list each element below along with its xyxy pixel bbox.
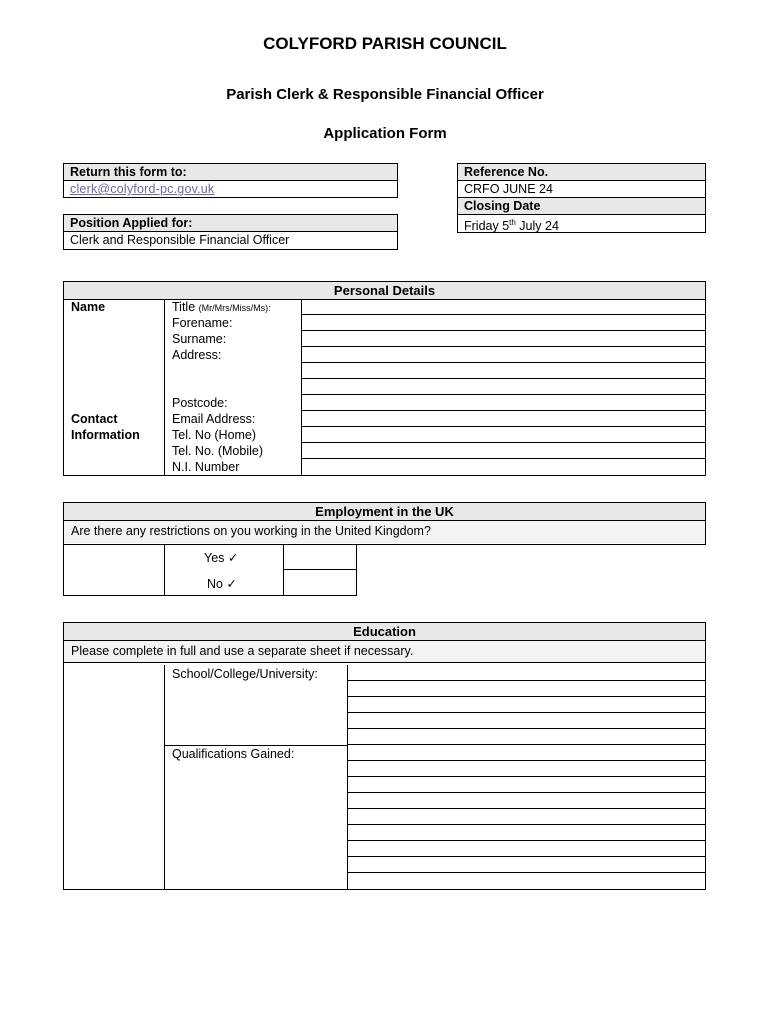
- tel-home-label: Tel. No (Home): [172, 428, 257, 442]
- return-email-link[interactable]: clerk@colyford-pc.gov.uk: [70, 182, 215, 196]
- employment-heading: Employment in the UK: [64, 503, 705, 521]
- school-field-3[interactable]: [348, 698, 705, 713]
- reference-value: CRFO JUNE 24: [458, 181, 705, 198]
- ni-label: N.I. Number: [172, 460, 240, 474]
- forename-field[interactable]: [302, 316, 705, 331]
- position-label: Position Applied for:: [64, 215, 397, 232]
- school-field-5[interactable]: [348, 730, 705, 745]
- no-label: No ✓: [207, 577, 237, 591]
- qualification-field-1[interactable]: [348, 746, 705, 761]
- school-field-2[interactable]: [348, 682, 705, 697]
- yes-label: Yes ✓: [204, 551, 239, 565]
- email-field[interactable]: [302, 412, 705, 427]
- form-title: Application Form: [323, 125, 447, 142]
- school-field-4[interactable]: [348, 714, 705, 729]
- position-value: Clerk and Responsible Financial Officer: [70, 233, 290, 247]
- address-field-2[interactable]: [302, 364, 705, 379]
- surname-label: Surname:: [172, 332, 227, 346]
- qualification-field-7[interactable]: [348, 842, 705, 857]
- surname-field[interactable]: [302, 332, 705, 347]
- closing-date-value: Friday 5th July 24: [464, 218, 559, 234]
- employment-section: [63, 502, 706, 545]
- page-title: COLYFORD PARISH COUNCIL: [263, 34, 507, 53]
- forename-label: Forename:: [172, 316, 233, 330]
- qualifications-label: Qualifications Gained:: [172, 747, 295, 761]
- ni-field[interactable]: [302, 460, 705, 475]
- tel-mobile-label: Tel. No. (Mobile): [172, 444, 263, 458]
- address-field-3[interactable]: [302, 380, 705, 395]
- qualification-field-3[interactable]: [348, 778, 705, 793]
- return-label: Return this form to:: [64, 164, 397, 181]
- employment-question: Are there any restrictions on you working in the United Kingdom?: [64, 521, 705, 543]
- page-subtitle: Parish Clerk & Responsible Financial Officer: [226, 86, 544, 103]
- no-checkbox[interactable]: [284, 570, 356, 595]
- school-label: School/College/University:: [172, 667, 318, 681]
- tel-home-field[interactable]: [302, 428, 705, 443]
- qualification-field-9[interactable]: [348, 874, 705, 889]
- postcode-label: Postcode:: [172, 396, 228, 410]
- title-label: Title (Mr/Mrs/Miss/Ms):: [172, 300, 271, 314]
- qualification-field-5[interactable]: [348, 810, 705, 825]
- tel-mobile-field[interactable]: [302, 444, 705, 459]
- postcode-field[interactable]: [302, 396, 705, 411]
- contact-label-2: Information: [71, 428, 140, 442]
- return-box: [63, 163, 398, 198]
- education-instruction: Please complete in full and use a separate sheet if necessary.: [64, 641, 705, 663]
- personal-details-heading: Personal Details: [64, 282, 705, 300]
- name-label: Name: [71, 300, 106, 314]
- email-label: Email Address:: [172, 412, 256, 426]
- closing-date-label: Closing Date: [458, 198, 705, 215]
- contact-label: Contact: [71, 412, 118, 426]
- address-field-1[interactable]: [302, 348, 705, 363]
- qualification-field-2[interactable]: [348, 762, 705, 777]
- reference-label: Reference No.: [458, 164, 705, 181]
- reference-box: [457, 163, 706, 233]
- title-field[interactable]: [302, 300, 705, 315]
- address-label: Address:: [172, 348, 222, 362]
- qualification-field-6[interactable]: [348, 826, 705, 841]
- school-field-1[interactable]: [348, 666, 705, 681]
- yes-checkbox[interactable]: [284, 545, 356, 569]
- qualification-field-8[interactable]: [348, 858, 705, 873]
- position-box: [63, 214, 398, 250]
- qualification-field-4[interactable]: [348, 794, 705, 809]
- education-heading: Education: [64, 623, 705, 641]
